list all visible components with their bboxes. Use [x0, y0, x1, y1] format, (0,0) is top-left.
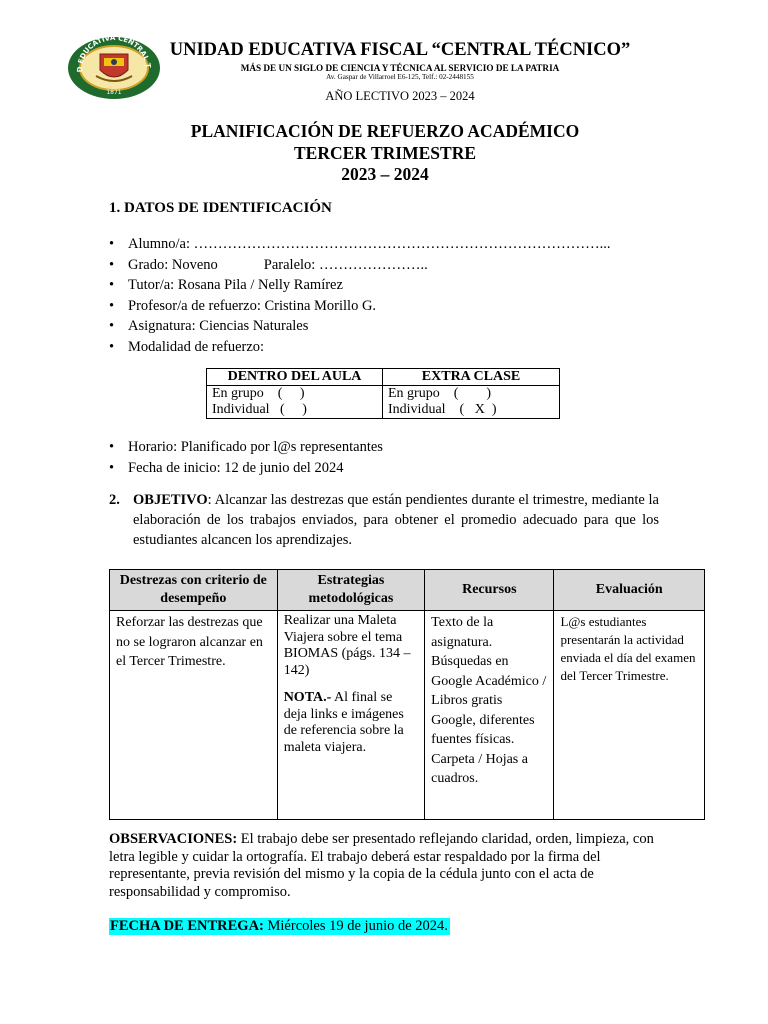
school-motto: MÁS DE UN SIGLO DE CIENCIA Y TÉCNICA AL SERVICIO DE LA PATRIA — [240, 63, 560, 73]
logo-year: 1871 — [106, 89, 122, 96]
document-period: 2023 – 2024 — [341, 164, 429, 184]
school-name: UNIDAD EDUCATIVA FISCAL “CENTRAL TÉCNICO” — [169, 40, 631, 60]
list-item — [109, 296, 611, 317]
observations-section — [109, 831, 669, 901]
identification-list — [109, 234, 611, 357]
table-header-strategies: Estrategias metodológicas — [277, 570, 424, 611]
table-header-evaluation: Evaluación — [554, 570, 705, 611]
parallel-field: Paralelo: ………………….. — [263, 256, 428, 273]
list-item — [109, 275, 611, 296]
delivery-text: Miércoles 19 de junio de 2024. — [263, 918, 448, 934]
extra-group-option: En grupo ( ) — [388, 386, 492, 401]
note-text: Al final se deja links e imágenes de referencia sobre la maleta viajera. — [283, 690, 404, 755]
classroom-individual-option: Individual ( ) — [212, 402, 307, 417]
resources-cell: Texto de la asignatura. Búsquedas en Google Académico / Libros gratis Google, diferentes fuentes físicas. Carpeta / Hojas a cuadros. — [425, 611, 554, 820]
list-item — [109, 234, 611, 255]
extra-individual-option: Individual ( X ) — [388, 402, 497, 417]
strategy-text: Realizar una Maleta Viajera sobre el tema BIOMAS (págs. 134 – 142) — [283, 613, 411, 678]
observations-text: El trabajo debe ser presentado reflejando claridad, orden, limpieza, con letra legible y cuidar la ortografía. El trabajo deberá estar respaldado por la firma del representante, previa revisión del mismo y la copia de la cédula junto con el acta de responsabilidad y compromiso. — [109, 831, 654, 900]
modality-field: Modalidad de refuerzo: — [128, 338, 265, 355]
modality-col-classroom: DENTRO DEL AULA — [207, 369, 383, 386]
start-date-field: Fecha de inicio: 12 de junio del 2024 — [128, 459, 344, 476]
list-item — [109, 337, 611, 358]
objective-number: 2. — [109, 492, 120, 508]
delivery-date — [109, 918, 450, 935]
table-header-skills: Destrezas con criterio de desempeño — [110, 570, 278, 611]
logo-ring-text: D EDUCATIVA CENTRAL T — [75, 36, 152, 73]
delivery-label: FECHA DE ENTREGA: — [110, 918, 264, 934]
modality-classroom-options — [207, 386, 383, 419]
subject-field: Asignatura: Ciencias Naturales — [128, 318, 309, 334]
modality-table — [206, 368, 560, 419]
student-field: Alumno/a: …………………………………………………………………………... — [128, 236, 611, 252]
document-subtitle: TERCER TRIMESTRE — [293, 143, 476, 163]
list-item — [109, 437, 383, 458]
table-header-resources: Recursos — [425, 570, 554, 611]
school-seal-logo — [66, 36, 162, 100]
objective-section — [109, 490, 659, 550]
evaluation-cell: L@s estudiantes presentarán la actividad enviada el día del examen del Tercer Trimestre. — [554, 611, 705, 820]
strategy-cell — [277, 611, 424, 820]
observations-label: OBSERVACIONES: — [109, 831, 238, 847]
document-title: PLANIFICACIÓN DE REFUERZO ACADÉMICO — [190, 121, 580, 141]
objective-label: OBJETIVO — [133, 492, 208, 508]
list-item — [109, 316, 611, 337]
list-item — [109, 458, 383, 479]
teacher-field: Profesor/a de refuerzo: Cristina Morillo G. — [128, 297, 377, 314]
grade-field: Grado: Noveno — [128, 256, 218, 273]
note-label: NOTA.- — [283, 690, 332, 705]
skills-cell: Reforzar las destrezas que no se lograron alcanzar en el Tercer Trimestre. — [110, 611, 278, 820]
school-address: Av. Gaspar de Villarroel E6-125, Telf.: 02-2448155 — [326, 73, 474, 81]
modality-col-extra: EXTRA CLASE — [383, 369, 560, 386]
schedule-list — [109, 437, 383, 478]
modality-extra-options — [383, 386, 560, 419]
schedule-field: Horario: Planificado por l@s representantes — [128, 439, 383, 455]
table-row — [110, 611, 705, 820]
school-year: AÑO LECTIVO 2023 – 2024 — [325, 89, 475, 103]
list-item — [109, 255, 611, 276]
tutor-field: Tutor/a: Rosana Pila / Nelly Ramírez — [128, 277, 343, 293]
objective-text: : Alcanzar las destrezas que están pendientes durante el trimestre, mediante la elaboración de los trabajos enviados, para obtener el promedio adecuado para que los estudiantes alcancen los aprendizajes. — [133, 492, 659, 548]
plan-table — [109, 569, 705, 820]
classroom-group-option: En grupo ( ) — [212, 386, 305, 401]
section-heading-identification: 1. DATOS DE IDENTIFICACIÓN — [109, 200, 332, 216]
